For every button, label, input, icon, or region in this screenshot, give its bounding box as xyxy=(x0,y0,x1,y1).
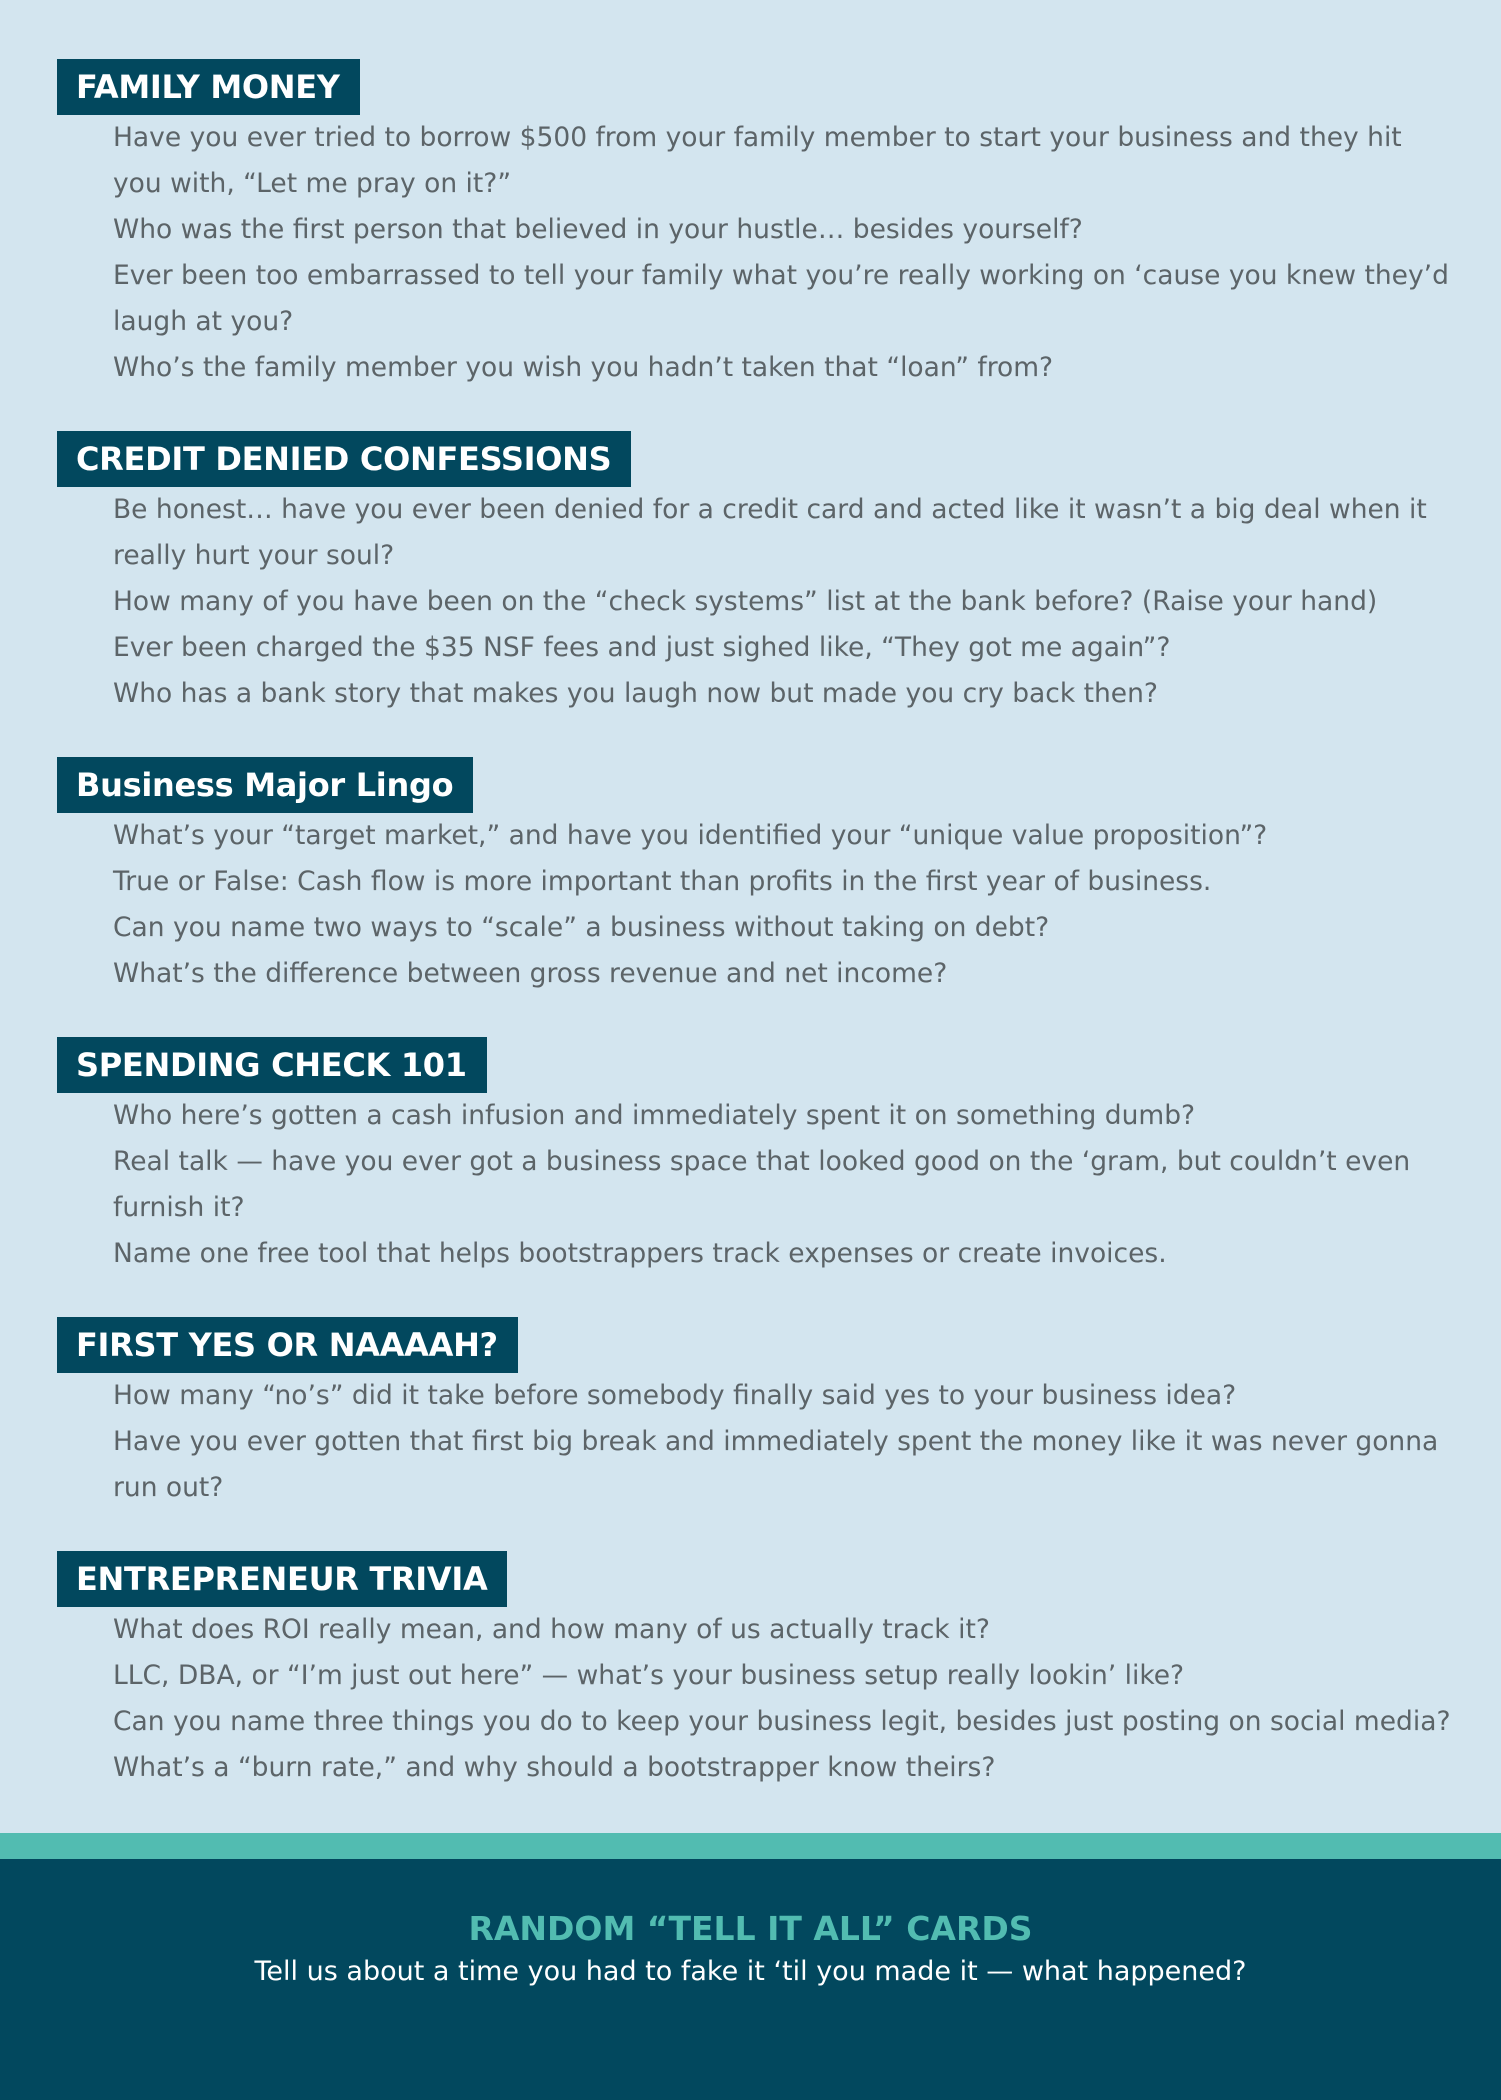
section-business-major-lingo xyxy=(57,757,1457,997)
question-list xyxy=(57,1093,1457,1277)
footer-banner xyxy=(0,1859,1501,2100)
question-item: Be honest… have you ever been denied for a credit card and acted like it wasn’t a big deal when it really hurt your soul? xyxy=(113,494,1427,571)
question-item: How many “no’s” did it take before somebody finally said yes to your business idea? xyxy=(113,1380,1237,1411)
question-list xyxy=(57,813,1457,997)
section-title: FIRST YES OR NAAAAH? xyxy=(57,1317,518,1373)
question-item: LLC, DBA, or “I’m just out here” — what’s your business setup really lookin’ like? xyxy=(113,1660,1185,1691)
question-list xyxy=(57,1373,1457,1511)
question-item: Real talk — have you ever got a business space that looked good on the ‘gram, but couldn’t even furnish it? xyxy=(113,1146,1411,1223)
question-list xyxy=(57,487,1457,717)
section-spending-check-101 xyxy=(57,1037,1457,1277)
question-item: What does ROI really mean, and how many of us actually track it? xyxy=(113,1614,990,1645)
question-item: Name one free tool that helps bootstrappers track expenses or create invoices. xyxy=(113,1238,1167,1269)
section-title: SPENDING CHECK 101 xyxy=(57,1037,487,1093)
section-entrepreneur-trivia xyxy=(57,1551,1457,1791)
question-item: Have you ever tried to borrow $500 from your family member to start your business and they hit you with, “Let me pray on it?” xyxy=(113,122,1402,199)
footer-accent-stripe xyxy=(0,1833,1501,1859)
question-item: What’s a “burn rate,” and why should a bootstrapper know theirs? xyxy=(113,1752,996,1783)
question-item: Ever been charged the $35 NSF fees and just sighed like, “They got me again”? xyxy=(113,632,1171,663)
question-item: Who’s the family member you wish you hadn’t taken that “loan” from? xyxy=(113,352,1054,383)
question-item: True or False: Cash flow is more important than profits in the first year of business. xyxy=(113,866,1212,897)
question-item: Who was the first person that believed in your hustle… besides yourself? xyxy=(113,214,1083,245)
question-item: Can you name two ways to “scale” a business without taking on debt? xyxy=(113,912,1050,943)
section-title: Business Major Lingo xyxy=(57,757,473,813)
section-first-yes-or-naaaah xyxy=(57,1317,1457,1511)
section-title: FAMILY MONEY xyxy=(57,59,360,115)
section-title: ENTREPRENEUR TRIVIA xyxy=(57,1551,507,1607)
question-item: Who has a bank story that makes you laugh now but made you cry back then? xyxy=(113,678,1158,709)
question-list xyxy=(57,1607,1457,1791)
question-item: Have you ever gotten that first big break and immediately spent the money like it was never gonna run out? xyxy=(113,1426,1439,1503)
section-family-money xyxy=(57,59,1457,391)
footer-prompt: Tell us about a time you had to fake it ‘til you made it — what happened? xyxy=(254,1956,1247,1987)
question-item: Can you name three things you do to keep your business legit, besides just posting on social media? xyxy=(113,1706,1451,1737)
question-list xyxy=(57,115,1457,391)
section-credit-denied-confessions xyxy=(57,431,1457,717)
question-sections xyxy=(57,59,1457,1831)
question-item: How many of you have been on the “check systems” list at the bank before? (Raise your hand) xyxy=(113,586,1378,617)
section-title: CREDIT DENIED CONFESSIONS xyxy=(57,431,631,487)
question-item: What’s the difference between gross revenue and net income? xyxy=(113,958,948,989)
footer-title: RANDOM “TELL IT ALL” CARDS xyxy=(468,1909,1033,1948)
question-item: Ever been too embarrassed to tell your family what you’re really working on ‘cause you knew they’d laugh at you? xyxy=(113,260,1449,337)
question-item: What’s your “target market,” and have you identified your “unique value proposition”? xyxy=(113,820,1268,851)
question-item: Who here’s gotten a cash infusion and immediately spent it on something dumb? xyxy=(113,1100,1196,1131)
